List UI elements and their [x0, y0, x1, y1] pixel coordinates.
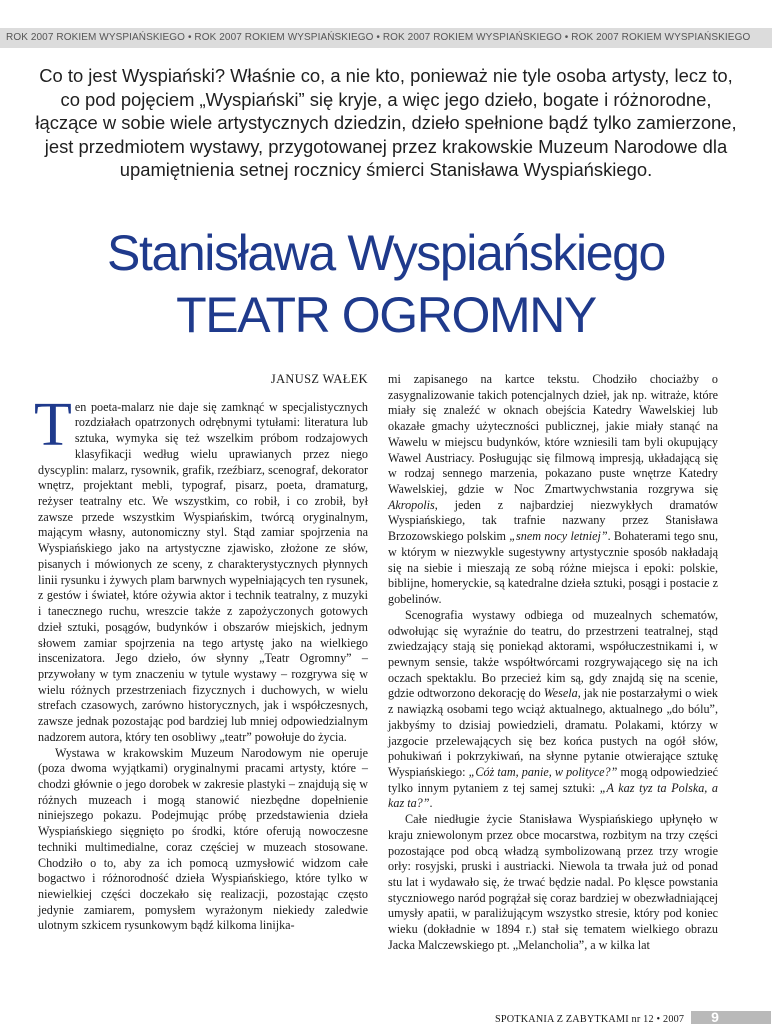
- paragraph-text: en poeta-malarz nie daje się zamknąć w specjalistycznych rozdziałach opatrzonych odrębnymi tytułami: literatura lub sztuka, wymyka się też wszelkim próbom rodzajowych klasyfikacji według wielu uprawianych przez niego dyscyplin: malarz, rysownik, grafik, rzeźbiarz, scenograf, dekorator wnętrz, projektant mebli, typograf, pisarz, poeta, dramaturg, reżyser teatralny etc. We wszystkim, co robił, i co zrobił, był zawsze przede wszystkim Wyspiańskim, twórcą oryginalnym, mającym własny, autonomiczny styl. Stąd zamiar spojrzenia na Wyspiańskiego jako na artystyczne zjawisko, złożone ze słów, pisanych i mówionych ze sceny, z charakterystycznych płynnych linii rysunku i żywych plam barwnych wypełniających ten rysunek, z gestów i świateł, które ożywia aktor i technik teatralny, z muzyki i tanecznego ruchu, wreszcie także z zapożyczonych gotowych dzieł sztuki, posągów, budynków i obszarów miejskich, jednym słowem zamiar spojrzenia na tego artystę jako na wielkiego inscenizatora. Jego dzieło, ów słynny „Teatr Ogromny” – przywołany w tym znaczeniu w tytule wystawy – rozgrywa się w wielu różnych przestrzeniach fizycznych i duchowych, w wielu strefach czasowych, zarówno historycznych, jak i współczesnych, zawsze jednak pozostając pod bardziej lub mniej odpowiedzialnym nadzorem autora, który ten osobliwy „teatr” powołuje do życia.: [38, 399, 368, 744]
- paragraph: Całe niedługie życie Stanisława Wyspiańskiego upłynęło w kraju zniewolonym przez obce mocarstwa, rozbitym na trzy części pozostające pod obcą władzą symbolizowaną przez trzy wrogie orły: rosyjski, pruski i austriacki. Niewola ta trwała już od ponad stu lat i wydawało się, że trwać będzie nadal. Po klęsce powstania styczniowego naród pogrążał się coraz bardziej w obezwładniającej umysły apatii, w paraliżującym wszystko stresie, który pod koniec wieku (dokładnie w 1894 r.) stał się tematem wielkiego obrazu Jacka Malczewskiego pt. „Melancholia”, a w kilka lat: [388, 812, 718, 952]
- text-run: .: [429, 796, 433, 811]
- column-left: [34, 372, 368, 934]
- italic-quote: „Cóż tam, panie, w polityce?”: [468, 764, 618, 779]
- footer-journal: SPOTKANIA Z ZABYTKAMI nr 12 • 2007: [495, 1014, 685, 1025]
- page-number: 9: [711, 1009, 719, 1025]
- page-number-box: [691, 1011, 771, 1024]
- lead-paragraph: Co to jest Wyspiański? Właśnie co, a nie kto, ponieważ nie tyle osoba artysty, lecz to, co pod pojęciem „Wyspiański” się kryje, a więc jego dzieło, bogate i różnorodne, łączące w sobie wiele artystycznych dziedzin, dzieło spełnione bądź tylko zamierzone, jest przedmiotem wystawy, przygotowanej przez krakowskie Muzeum Narodowe dla upamiętnienia setnej rocznicy śmierci Stanisława Wyspiańskiego.: [35, 65, 737, 181]
- header-band-text: ROK 2007 ROKIEM WYSPIAŃSKIEGO • ROK 2007 ROKIEM WYSPIAŃSKIEGO • ROK 2007 ROKIEM WYSPIAŃSKIEGO • ROK 2007 ROKIEM WYSPIAŃSKIEGO: [6, 32, 751, 43]
- column-right: [388, 372, 718, 954]
- drop-cap: T: [34, 390, 72, 459]
- title-line-1: Stanisława Wyspiańskiego: [107, 225, 665, 281]
- paragraph: Wystawa w krakowskim Muzeum Narodowym nie operuje (poza dwoma wyjątkami) oryginalnymi pracami artysty, które – chodzi głównie o jego dorobek w zakresie plastyki – znajdują się w różnych muzeach i mogą stanowić niezbędne dopełnienie niniejszego pokazu. Podejmując próbę przedstawienia dzieła Wyspiańskiego sięgnięto po środki, które oferują nowoczesne techniki multimedialne, coraz częściej w muzeach stosowane. Chodziło o to, aby za ich pomocą uzmysłowić widzom całe bogactwo i różnorodność dzieła Wyspiańskiego, które tylko w niewielkiej części doczekało się realizacji, pozostając często jedynie zamiarem, pomysłem wyrażonym niekiedy zaledwie ulotnym szkicem rysunkowym bądź kilkoma linijka-: [38, 745, 368, 933]
- text-run: . Bohaterami tego snu, w którym w niezwykle sugestywny artystycznie sposób nakładają się na siebie i mieszają ze sobą różne miejsca i epoki: polskie, biblijne, homeryckie, są katedralne dzieła sztuki, posągi i postacie z gobelinów.: [388, 529, 718, 607]
- text-run: mi zapisanego na kartce tekstu. Chodziło chociażby o zasygnalizowanie takich potencjalnych dzieł, jak np. witraże, które miały się znaleźć w oknach obejścia Katedry Wawelskiej lub okazałe gmachy użyteczności publicznej, jakie miały stanąć na Wawelu w miejscu budynków, które wzniesili tam byli okupujący Wawel Austriacy. Posługując się filmową impresją, układającą się w rodzaj sennego marzenia, pokazano puste wnętrze Katedry Wawelskiej, gdzie w Noc Zmartwychwstania rozgrywa się: [388, 372, 718, 497]
- text-run: Scenografia wystawy odbiega od muzealnych schematów, odwołując się wyraźnie do teatru, do przestrzeni teatralnej, stąd zwiedzający stają się poniekąd aktorami, współuczestnikami i, w pewnym sensie, także współtwórcami rozgrywającego się na ich oczach spektaklu. Bo przecież kim są, gdy znajdą się na scenie, gdzie odtworzono dekorację do: [388, 607, 718, 701]
- paragraph: [388, 372, 718, 608]
- author-byline: JANUSZ WAŁEK: [270, 372, 368, 386]
- paragraph: [388, 608, 718, 812]
- text-run: , jak nie postarzałymi o wiek z nawiązką osobami tego wciąż aktualnego, aktualnego „do bólu”, jakbyśmy to dzisiaj powiedzieli, dramatu. Polakami, którzy w jazgocie przelewających się bez końca pustych na ogół słów, pohukiwań i pokrzykiwań, na słynne pytanie otwierające sztukę Wyspiańskiego:: [388, 686, 718, 779]
- italic-title: Wesela: [543, 686, 578, 701]
- italic-quote: „snem nocy letniej”: [509, 529, 608, 544]
- paragraph: [34, 390, 368, 746]
- text-run: mogą odpowiedzieć tylko innym pytaniem z tej samej sztuki:: [388, 764, 718, 795]
- header-band: [0, 28, 772, 48]
- article-title: [0, 222, 772, 346]
- title-line-2: TEATR OGROMNY: [176, 287, 596, 343]
- text-run: , jeden z najbardziej niezwykłych dramatów Wyspiańskiego, tak trafnie nazwany przez Stanisława Brzozowskiego polskim: [388, 497, 718, 544]
- italic-title: Akropolis: [388, 497, 435, 512]
- italic-quote: „A kaz tyz ta Polska, a kaz ta?”: [388, 780, 718, 811]
